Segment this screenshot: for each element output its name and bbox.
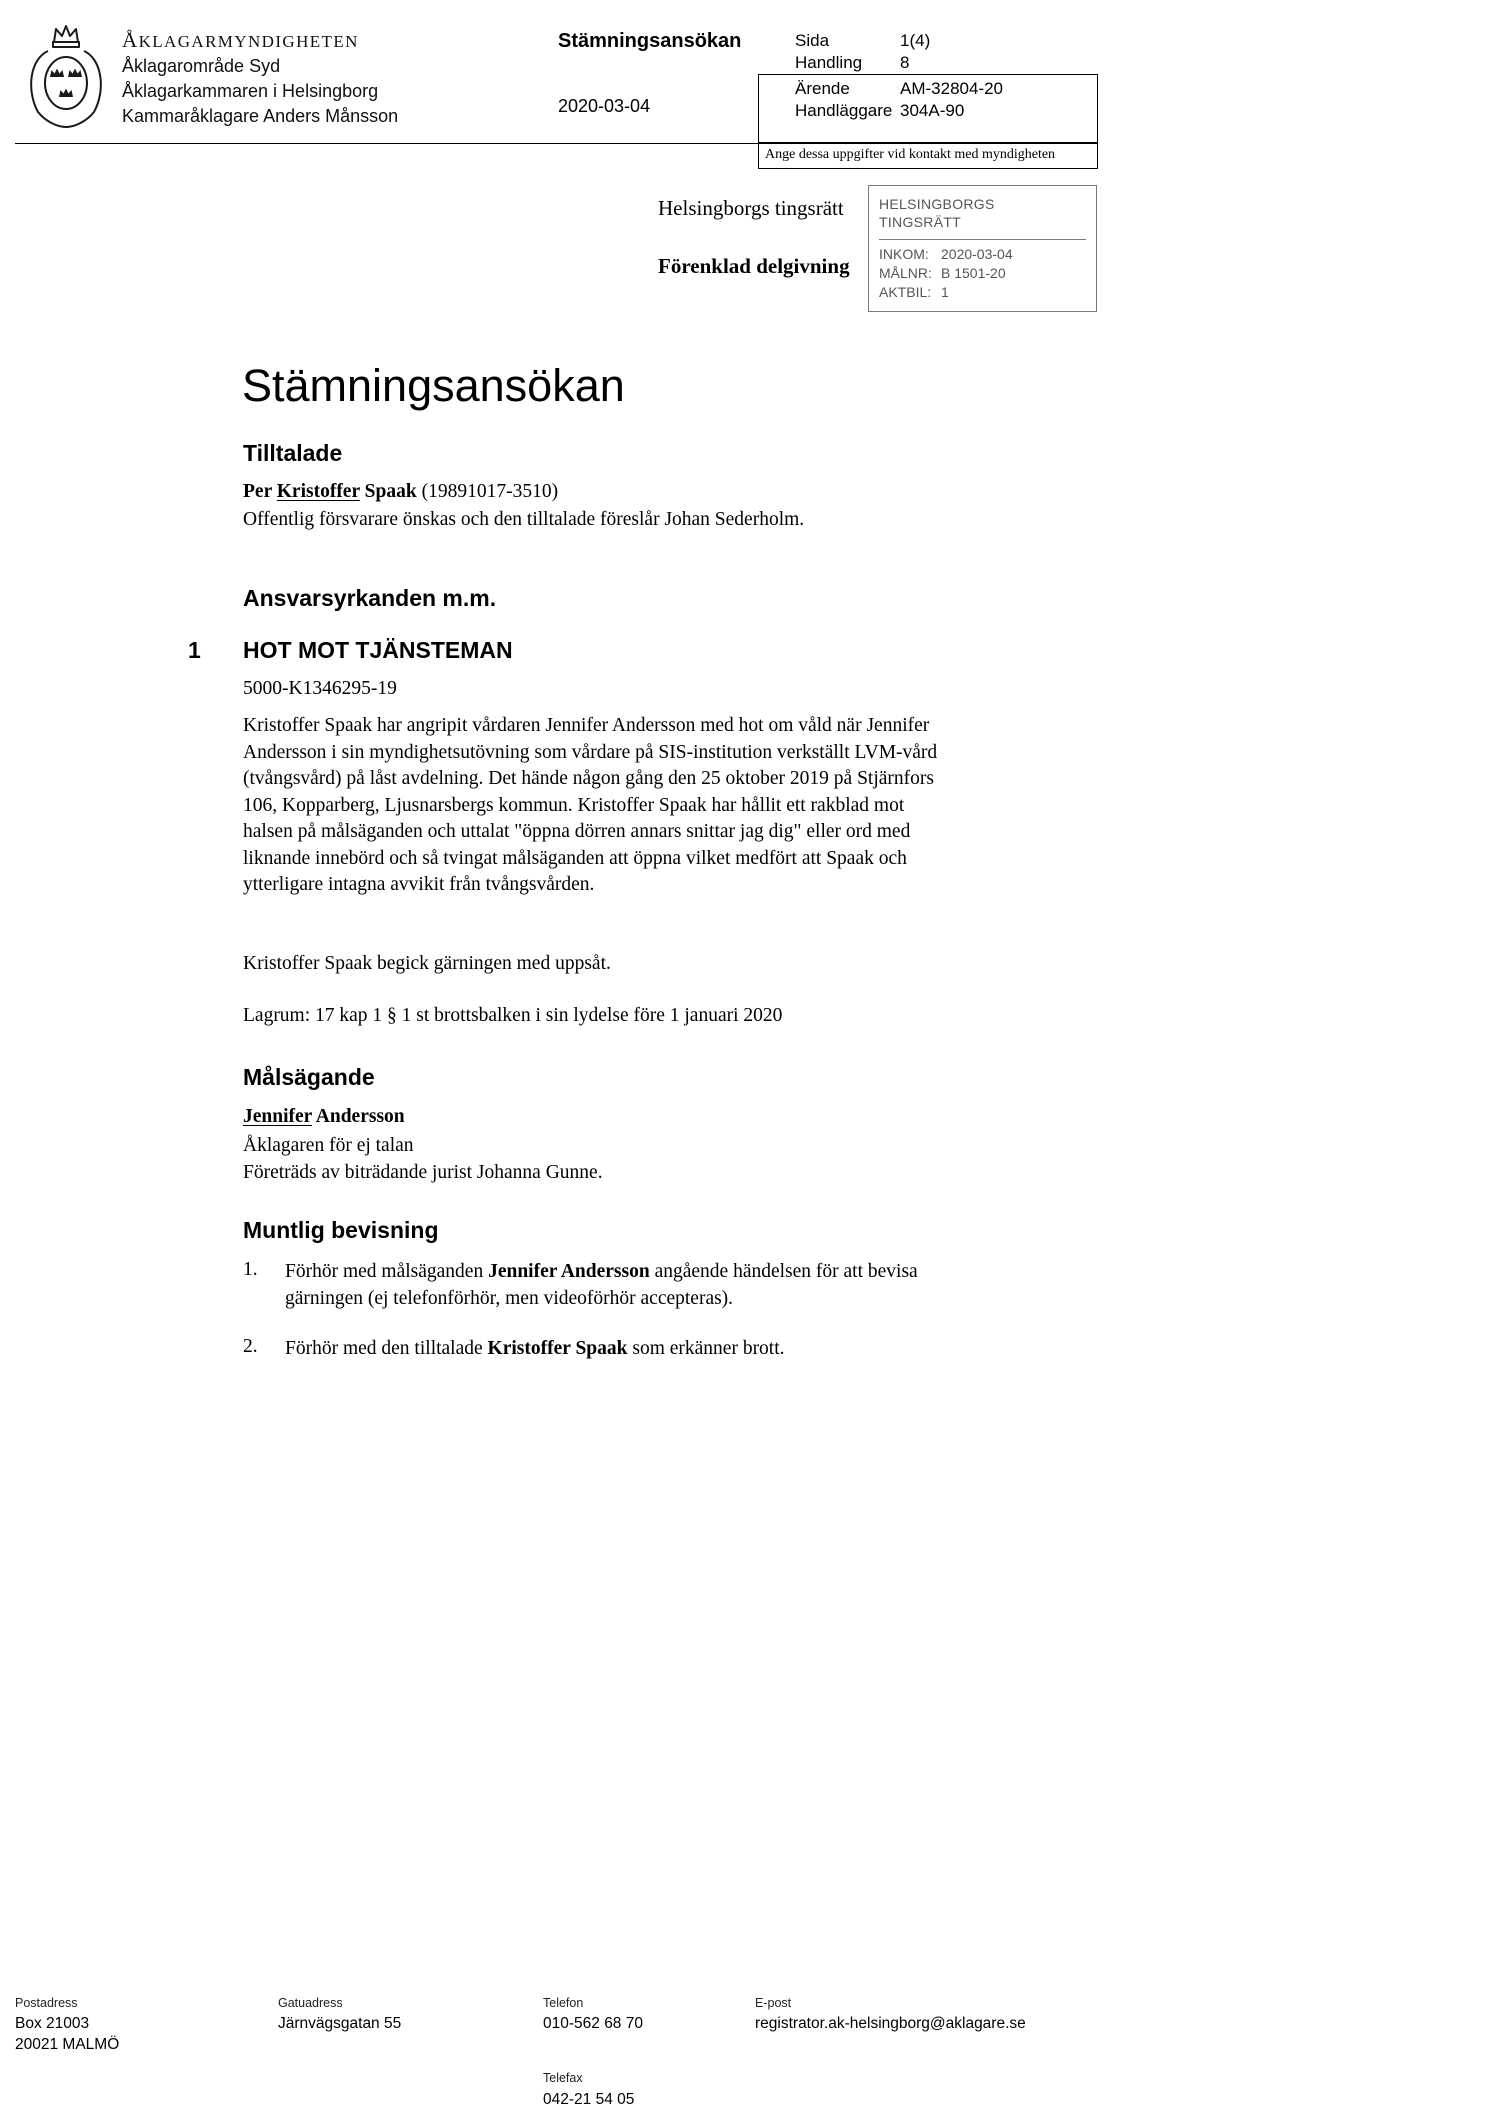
meta-label-sida: Sida bbox=[795, 31, 830, 50]
document-title: Stämningsansökan bbox=[242, 360, 625, 411]
defendant-surname: Spaak bbox=[359, 481, 417, 502]
defender-request-line: Offentlig försvarare önskas och den tilltalade föreslår Johan Sederholm. bbox=[243, 509, 805, 530]
plaintiff-counsel-line: Företräds av biträdande jurist Johanna Gunne. bbox=[243, 1162, 603, 1183]
section-heading-bevisning: Muntlig bevisning bbox=[243, 1217, 439, 1243]
stamp-label-inkom: INKOM: bbox=[879, 246, 929, 262]
footer-phone-label: Telefon bbox=[543, 1996, 584, 2010]
stamp-value-aktbil: 1 bbox=[941, 284, 949, 300]
agency-chamber-line: Åklagarkammaren i Helsingborg bbox=[122, 81, 379, 101]
footer-email-value: registrator.ak-helsingborg@aklagare.se bbox=[755, 2015, 1026, 2032]
section-heading-malsagande: Målsägande bbox=[243, 1064, 375, 1090]
meta-label-handlaggare: Handläggare bbox=[795, 101, 893, 120]
stamp-court-line2: TINGSRÄTT bbox=[879, 214, 962, 230]
stamp-row-aktbil bbox=[879, 283, 1086, 302]
meta-row-handlaggare bbox=[795, 100, 1095, 122]
meta-value-sida: 1(4) bbox=[900, 31, 931, 50]
evidence-item-1 bbox=[243, 1259, 945, 1312]
defendant-name-prefix: Per bbox=[243, 481, 277, 502]
footer-street-label: Gatuadress bbox=[278, 1996, 343, 2010]
legal-provision: Lagrum: 17 kap 1 § 1 st brottsbalken i sin lydelse före 1 januari 2020 bbox=[243, 1005, 783, 1026]
meta-value-arende: AM-32804-20 bbox=[900, 79, 1004, 98]
contact-note: Ange dessa uppgifter vid kontakt med myndigheten bbox=[758, 143, 1098, 169]
document-date: 2020-03-04 bbox=[558, 96, 651, 116]
evidence-text-1-pre: Förhör med målsäganden bbox=[285, 1261, 489, 1282]
footer-email-label: E-post bbox=[755, 1996, 792, 2010]
evidence-text-2-post: som erkänner brott. bbox=[627, 1338, 785, 1359]
evidence-text-1 bbox=[285, 1259, 945, 1312]
agency-area-line: Åklagarområde Syd bbox=[122, 56, 281, 76]
delivery-mode: Förenklad delgivning bbox=[658, 254, 850, 278]
stamp-label-aktbil: AKTBIL: bbox=[879, 284, 932, 300]
defendant-personal-id: (19891017-3510) bbox=[416, 481, 559, 502]
meta-label-handling: Handling bbox=[795, 53, 863, 72]
section-heading-ansvarsyrkanden: Ansvarsyrkanden m.m. bbox=[243, 585, 497, 611]
footer-postal-label: Postadress bbox=[15, 1996, 78, 2010]
stamp-label-malnr: MÅLNR: bbox=[879, 265, 932, 281]
stamp-row-malnr bbox=[879, 264, 1086, 283]
section-heading-tilltalade: Tilltalade bbox=[243, 440, 343, 466]
stamp-value-inkom: 2020-03-04 bbox=[941, 246, 1013, 262]
agency-name: ÅKLAGARMYNDIGHETEN bbox=[122, 28, 359, 52]
plaintiff-claim-line: Åklagaren för ej talan bbox=[243, 1135, 414, 1156]
meta-value-handlaggare: 304A-90 bbox=[900, 101, 965, 120]
meta-row-handling bbox=[795, 52, 1095, 74]
stamp-court-line1: HELSINGBORGS bbox=[879, 196, 995, 212]
evidence-text-2-pre: Förhör med den tilltalade bbox=[285, 1338, 488, 1359]
meta-row-arende bbox=[795, 78, 1095, 100]
footer-postal-line2: 20021 MALMÖ bbox=[15, 2036, 120, 2053]
police-case-reference: 5000-K1346295-19 bbox=[243, 678, 397, 699]
defendant-name-line bbox=[243, 479, 558, 506]
footer-street-value: Järnvägsgatan 55 bbox=[278, 2015, 402, 2032]
agency-prosecutor-line: Kammaråklagare Anders Månsson bbox=[122, 106, 399, 126]
document-type-heading: Stämningsansökan bbox=[558, 30, 742, 52]
charge-number: 1 bbox=[188, 637, 201, 663]
evidence-number-1: 1. bbox=[243, 1259, 258, 1280]
court-received-stamp bbox=[868, 185, 1097, 312]
evidence-text-1-name: Jennifer Andersson bbox=[488, 1261, 650, 1282]
charge-description: Kristoffer Spaak har angripit vårdaren Jennifer Andersson med hot om våld när Jennifer Andersson i sin myndighetsutövning som vårdare på SIS-institution verkställt LVM-vård (tvångsvård) på låst avdelning. Det hände någon gång den 25 oktober 2019 på Stjärnfors 106, Kopparberg, Ljusnarsbergs kommun. Kristoffer Spaak har hållit ett rakblad mot halsen på målsäganden och uttalat "öppna dörren annars snittar jag dig" eller ord med liknande innebörd och så tvingat målsäganden att öppna vilket medfört att Spaak och ytterligare intagna avvikit från tvångsvården. bbox=[243, 715, 938, 895]
defendant-calling-name: Kristoffer bbox=[276, 481, 360, 502]
intent-statement: Kristoffer Spaak begick gärningen med uppsåt. bbox=[243, 953, 611, 974]
plaintiff-surname: Andersson bbox=[311, 1106, 405, 1127]
recipient-court: Helsingborgs tingsrätt bbox=[658, 196, 844, 220]
agency-identity-block bbox=[122, 28, 398, 129]
evidence-item-2 bbox=[243, 1336, 945, 1363]
evidence-text-2 bbox=[285, 1336, 945, 1363]
charge-title: HOT MOT TJÄNSTEMAN bbox=[243, 637, 513, 663]
coat-of-arms-logo bbox=[18, 20, 114, 134]
footer-fax-label: Telefax bbox=[543, 2071, 583, 2085]
footer-postal-value bbox=[15, 2013, 119, 2055]
footer-fax-value: 042-21 54 05 bbox=[543, 2091, 635, 2108]
evidence-text-2-name: Kristoffer Spaak bbox=[487, 1338, 628, 1359]
stamp-divider bbox=[879, 239, 1086, 240]
stamp-row-inkom bbox=[879, 245, 1086, 264]
plaintiff-name-line bbox=[243, 1104, 405, 1131]
meta-label-arende: Ärende bbox=[795, 79, 850, 98]
meta-value-handling: 8 bbox=[900, 53, 910, 72]
plaintiff-calling-name: Jennifer bbox=[243, 1106, 312, 1127]
stamp-value-malnr: B 1501-20 bbox=[941, 265, 1006, 281]
evidence-number-2: 2. bbox=[243, 1336, 258, 1357]
evidence-text-1-post: angående händelsen för att bevisa gärningen (ej telefonförhör, men videoförhör accepteras). bbox=[285, 1261, 918, 1309]
meta-row-page bbox=[795, 30, 1095, 52]
footer-phone-value: 010-562 68 70 bbox=[543, 2015, 643, 2032]
footer-postal-line1: Box 21003 bbox=[15, 2015, 90, 2032]
